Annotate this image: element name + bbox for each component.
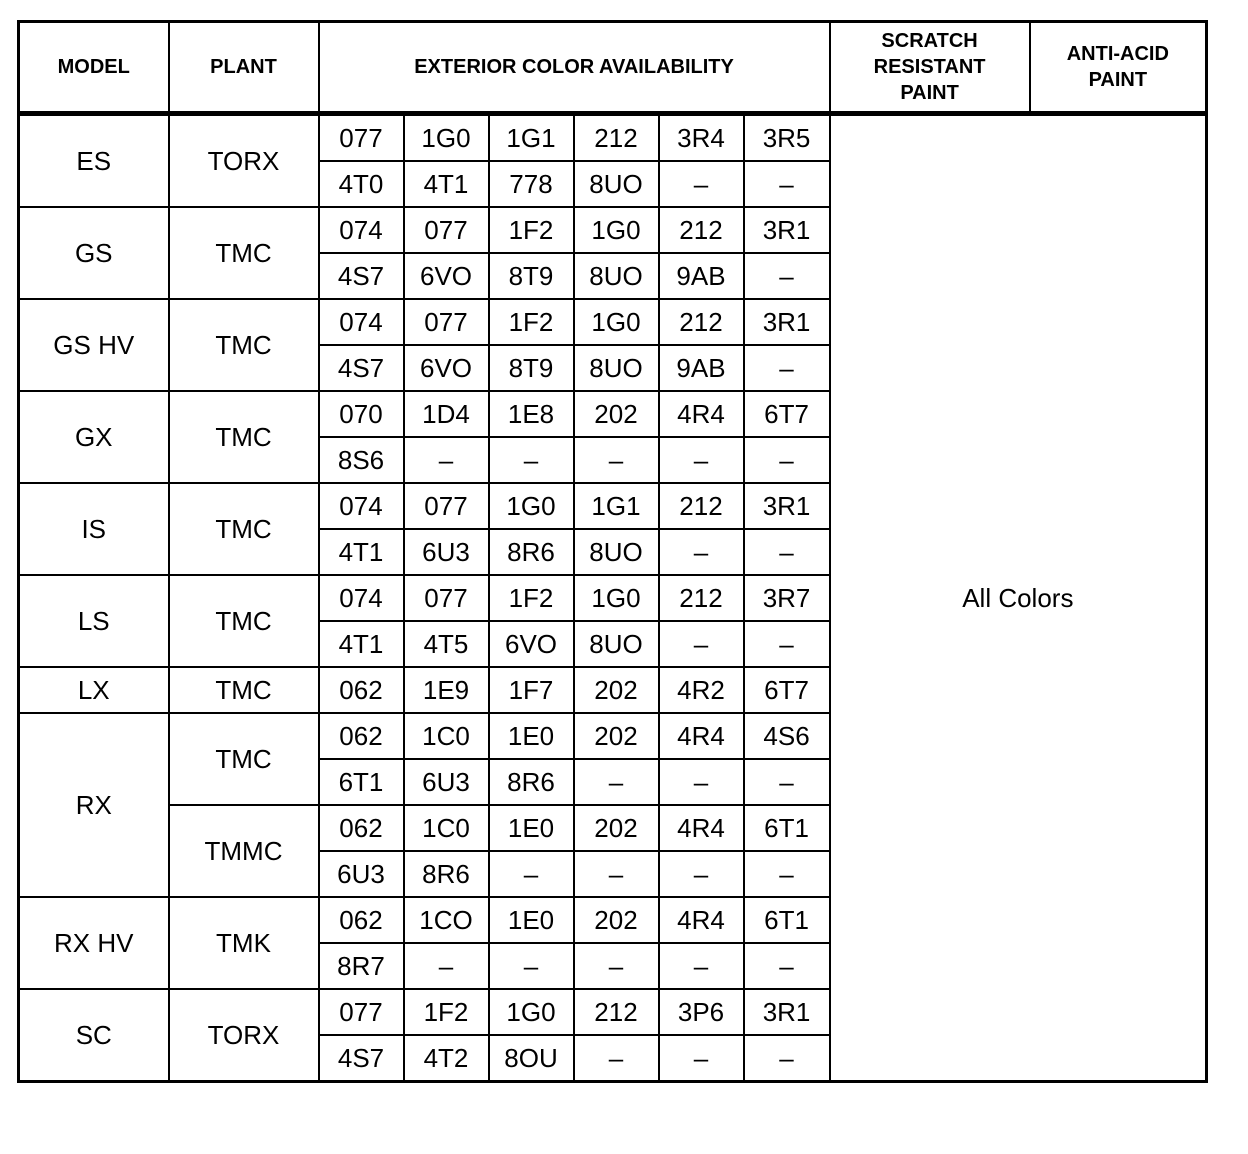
color-code-cell: – xyxy=(659,437,744,483)
color-code-cell: 4T5 xyxy=(404,621,489,667)
header-row xyxy=(19,22,1207,114)
color-code-cell: – xyxy=(744,345,830,391)
plant-cell: TMK xyxy=(169,897,319,989)
color-code-cell: 4R4 xyxy=(659,713,744,759)
color-code-cell: 1G1 xyxy=(489,114,574,162)
scratch-header-line: RESISTANT xyxy=(873,56,986,78)
color-code-cell: – xyxy=(489,943,574,989)
color-code-cell: 4S7 xyxy=(319,1035,404,1082)
color-code-cell: – xyxy=(659,621,744,667)
color-code-cell: – xyxy=(659,759,744,805)
color-code-cell: 8UO xyxy=(574,621,659,667)
plant-header: PLANT xyxy=(169,22,319,114)
color-code-cell: 1G0 xyxy=(574,299,659,345)
color-code-cell: 077 xyxy=(319,989,404,1035)
color-code-cell: – xyxy=(404,943,489,989)
color-code-cell: 4T1 xyxy=(319,529,404,575)
color-code-cell: 8UO xyxy=(574,253,659,299)
color-code-cell: 6VO xyxy=(404,345,489,391)
color-code-cell: – xyxy=(744,759,830,805)
color-code-cell: 212 xyxy=(659,299,744,345)
scratch-resistant-header xyxy=(830,22,1030,114)
color-code-cell: – xyxy=(489,851,574,897)
plant-cell: TORX xyxy=(169,114,319,208)
color-code-cell: 8OU xyxy=(489,1035,574,1082)
color-code-cell: 202 xyxy=(574,667,659,713)
color-code-cell: 070 xyxy=(319,391,404,437)
anti-acid-header-line: ANTI-ACID xyxy=(1066,43,1169,65)
color-code-cell: 212 xyxy=(659,207,744,253)
table-body xyxy=(19,114,1207,1082)
color-code-cell: – xyxy=(744,1035,830,1082)
model-cell: SC xyxy=(19,989,169,1082)
color-code-cell: 062 xyxy=(319,713,404,759)
color-code-cell: – xyxy=(574,943,659,989)
anti-acid-header-line: PAINT xyxy=(1088,69,1148,91)
color-code-cell: – xyxy=(489,437,574,483)
color-code-cell: 074 xyxy=(319,299,404,345)
color-code-cell: 6T1 xyxy=(744,897,830,943)
model-cell: GS xyxy=(19,207,169,299)
color-code-cell: 1G0 xyxy=(404,114,489,162)
color-code-cell: 3R1 xyxy=(744,207,830,253)
model-cell: LS xyxy=(19,575,169,667)
color-code-cell: 8T9 xyxy=(489,345,574,391)
color-code-cell: 1CO xyxy=(404,897,489,943)
color-code-cell: 062 xyxy=(319,805,404,851)
color-code-cell: 6U3 xyxy=(404,759,489,805)
color-code-cell: 3R1 xyxy=(744,989,830,1035)
color-code-cell: 3R4 xyxy=(659,114,744,162)
color-code-cell: 8UO xyxy=(574,345,659,391)
color-code-cell: 3R1 xyxy=(744,483,830,529)
color-code-cell: 6T1 xyxy=(744,805,830,851)
model-cell: LX xyxy=(19,667,169,713)
color-code-cell: 6T1 xyxy=(319,759,404,805)
color-code-cell: – xyxy=(659,851,744,897)
color-code-cell: 8R6 xyxy=(489,759,574,805)
color-code-cell: – xyxy=(659,161,744,207)
color-code-cell: – xyxy=(659,1035,744,1082)
color-code-cell: 074 xyxy=(319,207,404,253)
color-code-cell: 212 xyxy=(659,575,744,621)
plant-cell: TMC xyxy=(169,299,319,391)
color-code-cell: – xyxy=(404,437,489,483)
color-code-cell: 4S7 xyxy=(319,253,404,299)
color-code-cell: 4R4 xyxy=(659,391,744,437)
color-code-cell: 077 xyxy=(404,207,489,253)
color-code-cell: 4R4 xyxy=(659,805,744,851)
color-code-cell: – xyxy=(574,437,659,483)
color-code-cell: – xyxy=(659,529,744,575)
color-code-cell: – xyxy=(659,943,744,989)
color-code-cell: 3R5 xyxy=(744,114,830,162)
color-code-cell: 062 xyxy=(319,897,404,943)
color-code-cell: 1F2 xyxy=(489,575,574,621)
color-code-cell: – xyxy=(574,1035,659,1082)
color-code-cell: – xyxy=(744,253,830,299)
color-code-cell: 4T2 xyxy=(404,1035,489,1082)
model-header: MODEL xyxy=(19,22,169,114)
color-code-cell: 077 xyxy=(404,299,489,345)
plant-cell: TORX xyxy=(169,989,319,1082)
color-code-cell: 4T1 xyxy=(404,161,489,207)
plant-cell: TMMC xyxy=(169,805,319,897)
color-code-cell: 074 xyxy=(319,575,404,621)
color-code-cell: 4R4 xyxy=(659,897,744,943)
color-code-cell: 074 xyxy=(319,483,404,529)
plant-cell: TMC xyxy=(169,207,319,299)
plant-cell: TMC xyxy=(169,575,319,667)
color-code-cell: 1G0 xyxy=(574,575,659,621)
color-code-cell: 3P6 xyxy=(659,989,744,1035)
color-code-cell: 6VO xyxy=(489,621,574,667)
color-code-cell: 4S7 xyxy=(319,345,404,391)
color-code-cell: 8R7 xyxy=(319,943,404,989)
all-colors-cell: All Colors xyxy=(830,114,1207,1082)
color-code-cell: – xyxy=(744,851,830,897)
color-code-cell: 8S6 xyxy=(319,437,404,483)
color-code-cell: 4S6 xyxy=(744,713,830,759)
model-cell: GS HV xyxy=(19,299,169,391)
color-code-cell: – xyxy=(744,529,830,575)
color-code-cell: 1F2 xyxy=(404,989,489,1035)
model-cell: IS xyxy=(19,483,169,575)
color-code-cell: 8UO xyxy=(574,161,659,207)
exterior-color-header: EXTERIOR COLOR AVAILABILITY xyxy=(319,22,830,114)
color-code-cell: – xyxy=(744,943,830,989)
color-code-cell: 202 xyxy=(574,805,659,851)
color-code-cell: 202 xyxy=(574,713,659,759)
color-code-cell: 1E0 xyxy=(489,713,574,759)
color-code-cell: 1C0 xyxy=(404,805,489,851)
color-code-cell: 8T9 xyxy=(489,253,574,299)
color-code-cell: 1E0 xyxy=(489,805,574,851)
color-code-cell: 8UO xyxy=(574,529,659,575)
color-code-cell: 6T7 xyxy=(744,391,830,437)
color-code-cell: 212 xyxy=(574,114,659,162)
color-code-cell: 6T7 xyxy=(744,667,830,713)
color-code-cell: 1F2 xyxy=(489,207,574,253)
color-code-cell: – xyxy=(744,161,830,207)
plant-cell: TMC xyxy=(169,713,319,805)
color-code-cell: 778 xyxy=(489,161,574,207)
color-code-cell: 3R1 xyxy=(744,299,830,345)
color-code-cell: 077 xyxy=(319,114,404,162)
color-code-cell: 1G1 xyxy=(574,483,659,529)
color-code-cell: – xyxy=(744,621,830,667)
color-code-cell: 1E0 xyxy=(489,897,574,943)
color-code-cell: 4R2 xyxy=(659,667,744,713)
plant-cell: TMC xyxy=(169,667,319,713)
scratch-header-line: SCRATCH xyxy=(881,30,978,52)
color-code-cell: 077 xyxy=(404,575,489,621)
color-code-cell: 212 xyxy=(659,483,744,529)
color-code-cell: 6U3 xyxy=(404,529,489,575)
color-availability-table xyxy=(17,20,1208,1083)
color-code-cell: – xyxy=(574,759,659,805)
color-code-cell: 6U3 xyxy=(319,851,404,897)
color-code-cell: 4T1 xyxy=(319,621,404,667)
color-code-cell: 8R6 xyxy=(489,529,574,575)
color-code-cell: 1E8 xyxy=(489,391,574,437)
plant-cell: TMC xyxy=(169,391,319,483)
color-code-cell: 1G0 xyxy=(489,483,574,529)
color-code-cell: 6VO xyxy=(404,253,489,299)
color-code-cell: 077 xyxy=(404,483,489,529)
model-cell: RX xyxy=(19,713,169,897)
color-code-cell: 202 xyxy=(574,391,659,437)
color-code-cell: 202 xyxy=(574,897,659,943)
color-code-cell: – xyxy=(574,851,659,897)
model-cell: ES xyxy=(19,114,169,208)
anti-acid-header xyxy=(1030,22,1207,114)
color-code-cell: 9AB xyxy=(659,253,744,299)
color-code-cell: 1C0 xyxy=(404,713,489,759)
color-code-cell: 1F2 xyxy=(489,299,574,345)
color-code-cell: 4T0 xyxy=(319,161,404,207)
scratch-header-line: PAINT xyxy=(900,82,959,104)
color-code-cell: – xyxy=(744,437,830,483)
color-code-cell: 1G0 xyxy=(489,989,574,1035)
color-code-cell: 1G0 xyxy=(574,207,659,253)
plant-cell: TMC xyxy=(169,483,319,575)
table-row xyxy=(19,114,1207,162)
color-code-cell: 8R6 xyxy=(404,851,489,897)
model-cell: GX xyxy=(19,391,169,483)
color-code-cell: 1E9 xyxy=(404,667,489,713)
color-code-cell: 062 xyxy=(319,667,404,713)
color-code-cell: 1D4 xyxy=(404,391,489,437)
color-code-cell: 212 xyxy=(574,989,659,1035)
color-code-cell: 3R7 xyxy=(744,575,830,621)
color-code-cell: 1F7 xyxy=(489,667,574,713)
model-cell: RX HV xyxy=(19,897,169,989)
color-code-cell: 9AB xyxy=(659,345,744,391)
